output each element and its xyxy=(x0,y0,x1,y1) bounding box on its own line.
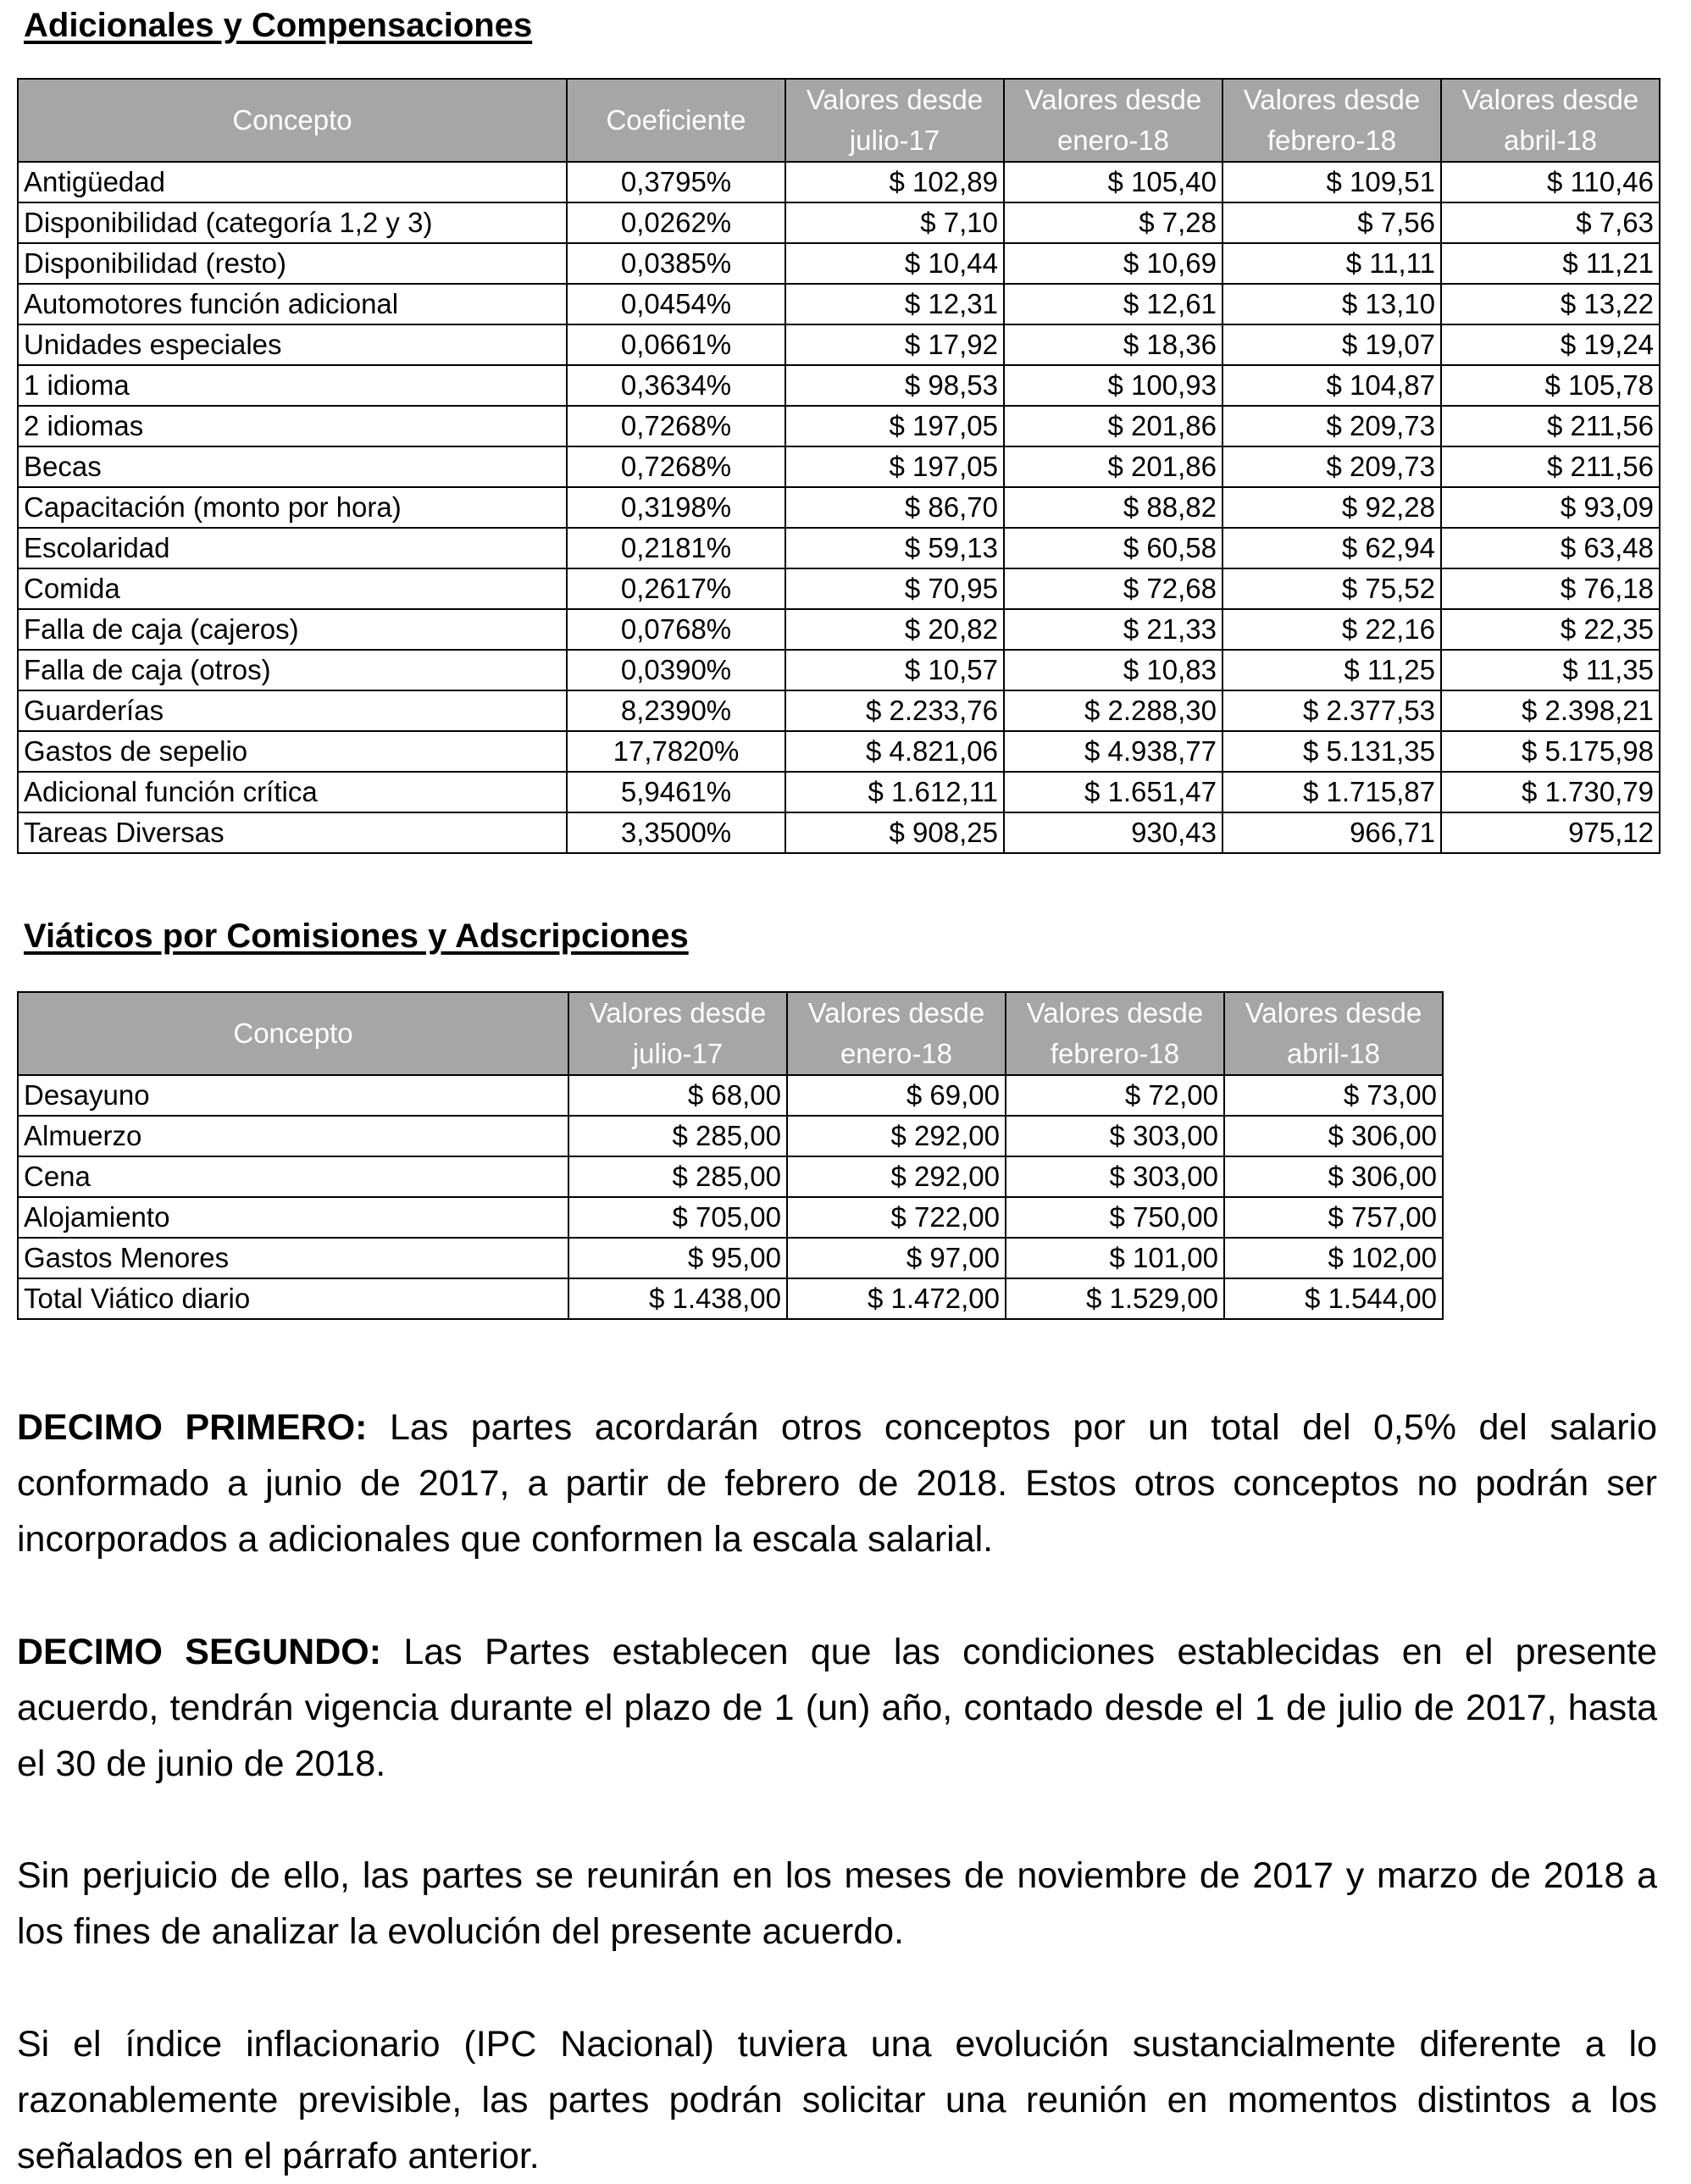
row-value-cell: $ 292,00 xyxy=(787,1116,1006,1156)
row-value-cell: $ 72,00 xyxy=(1006,1075,1224,1116)
row-value-cell: $ 285,00 xyxy=(568,1116,787,1156)
row-value-cell: 8,2390% xyxy=(567,690,785,731)
row-value-cell: $ 10,57 xyxy=(785,650,1004,690)
viaticos-table-body xyxy=(18,1075,1443,1319)
row-value-cell: $ 63,48 xyxy=(1441,528,1660,568)
paragraph-indice-inflacionario: Si el índice inflacionario (IPC Nacional) tuviera una evolución sustancialmente diferente a lo razonablemente previsible, las partes podrán solicitar una reunión en momentos distintos a los señalados en el párrafo anterior. xyxy=(17,2024,1657,2176)
row-value-cell: 0,0454% xyxy=(567,284,785,324)
row-value-cell: $ 60,58 xyxy=(1004,528,1223,568)
row-value-cell: $ 209,73 xyxy=(1223,406,1441,446)
row-value-cell: $ 705,00 xyxy=(568,1197,787,1238)
row-value-cell: $ 2.233,76 xyxy=(785,690,1004,731)
row-value-cell: $ 88,82 xyxy=(1004,487,1223,528)
row-value-cell: 0,7268% xyxy=(567,406,785,446)
row-value-cell: $ 211,56 xyxy=(1441,446,1660,487)
row-value-cell: $ 12,61 xyxy=(1004,284,1223,324)
row-value-cell: $ 7,63 xyxy=(1441,202,1660,243)
row-value-cell: $ 2.398,21 xyxy=(1441,690,1660,731)
row-value-cell: $ 22,16 xyxy=(1223,609,1441,650)
row-value-cell: $ 211,56 xyxy=(1441,406,1660,446)
header-julio-17: Valores desde julio-17 xyxy=(568,992,787,1075)
row-value-cell: $ 98,53 xyxy=(785,365,1004,406)
row-value-cell: $ 750,00 xyxy=(1006,1197,1224,1238)
row-value-cell: 3,3500% xyxy=(567,812,785,853)
row-concepto-cell: Total Viático diario xyxy=(18,1278,568,1319)
row-value-cell: $ 104,87 xyxy=(1223,365,1441,406)
header-enero-18: Valores desde enero-18 xyxy=(1004,79,1223,162)
table-row xyxy=(18,1075,1443,1116)
row-value-cell: $ 105,40 xyxy=(1004,162,1223,202)
row-value-cell: $ 1.612,11 xyxy=(785,772,1004,812)
row-concepto-cell: Unidades especiales xyxy=(18,324,567,365)
row-concepto-cell: Gastos Menores xyxy=(18,1238,568,1278)
row-value-cell: $ 75,52 xyxy=(1223,568,1441,609)
row-concepto-cell: Escolaridad xyxy=(18,528,567,568)
row-value-cell: $ 109,51 xyxy=(1223,162,1441,202)
row-value-cell: $ 11,21 xyxy=(1441,243,1660,284)
row-value-cell: $ 201,86 xyxy=(1004,406,1223,446)
row-value-cell: $ 4.821,06 xyxy=(785,731,1004,772)
row-value-cell: 966,71 xyxy=(1223,812,1441,853)
header-febrero-18: Valores desde febrero-18 xyxy=(1006,992,1224,1075)
row-concepto-cell: Gastos de sepelio xyxy=(18,731,567,772)
row-value-cell: $ 1.438,00 xyxy=(568,1278,787,1319)
row-value-cell: $ 20,82 xyxy=(785,609,1004,650)
paragraph-decimo-segundo xyxy=(17,1624,1657,1792)
row-value-cell: $ 93,09 xyxy=(1441,487,1660,528)
row-value-cell: $ 19,07 xyxy=(1223,324,1441,365)
row-value-cell: 0,2181% xyxy=(567,528,785,568)
table-row xyxy=(18,202,1660,243)
row-concepto-cell: Falla de caja (otros) xyxy=(18,650,567,690)
row-value-cell: $ 92,28 xyxy=(1223,487,1441,528)
row-value-cell: $ 7,56 xyxy=(1223,202,1441,243)
row-value-cell: $ 10,44 xyxy=(785,243,1004,284)
row-value-cell: $ 70,95 xyxy=(785,568,1004,609)
row-concepto-cell: 1 idioma xyxy=(18,365,567,406)
section-title-adicionales: Adicionales y Compensaciones xyxy=(24,7,533,44)
table-row xyxy=(18,1116,1443,1156)
row-value-cell: $ 5.175,98 xyxy=(1441,731,1660,772)
row-value-cell: $ 306,00 xyxy=(1224,1116,1443,1156)
paragraph-text: Las partes acordarán otros conceptos por un total del 0,5% del salario conformado a junio de 2017, a partir de febrero de 2018. Estos otros conceptos no podrán ser incorporados a adicionales que conformen la escala salarial. xyxy=(17,1407,1657,1560)
header-febrero-18: Valores desde febrero-18 xyxy=(1223,79,1441,162)
row-value-cell: $ 757,00 xyxy=(1224,1197,1443,1238)
row-value-cell: 0,3795% xyxy=(567,162,785,202)
row-concepto-cell: Guarderías xyxy=(18,690,567,731)
table-row xyxy=(18,1156,1443,1197)
row-concepto-cell: Automotores función adicional xyxy=(18,284,567,324)
table-row xyxy=(18,284,1660,324)
row-value-cell: $ 19,24 xyxy=(1441,324,1660,365)
table-row xyxy=(18,446,1660,487)
adicionales-table-body xyxy=(18,162,1660,853)
adicionales-table xyxy=(17,78,1661,854)
row-value-cell: $ 100,93 xyxy=(1004,365,1223,406)
row-value-cell: $ 2.288,30 xyxy=(1004,690,1223,731)
row-value-cell: $ 197,05 xyxy=(785,446,1004,487)
row-value-cell: $ 69,00 xyxy=(787,1075,1006,1116)
table-row xyxy=(18,1238,1443,1278)
table-row xyxy=(18,731,1660,772)
row-value-cell: $ 62,94 xyxy=(1223,528,1441,568)
row-value-cell: $ 110,46 xyxy=(1441,162,1660,202)
row-value-cell: $ 7,28 xyxy=(1004,202,1223,243)
row-value-cell: 0,0262% xyxy=(567,202,785,243)
table-row xyxy=(18,650,1660,690)
table-row xyxy=(18,609,1660,650)
paragraph-label: DECIMO SEGUNDO: xyxy=(17,1632,382,1672)
row-value-cell: 0,7268% xyxy=(567,446,785,487)
paragraph-label: DECIMO PRIMERO: xyxy=(17,1407,368,1448)
table-row xyxy=(18,324,1660,365)
paragraph-sin-perjuicio: Sin perjuicio de ello, las partes se reunirán en los meses de noviembre de 2017 y marzo de 2018 a los fines de analizar la evolución del presente acuerdo. xyxy=(17,1855,1657,1952)
header-enero-18: Valores desde enero-18 xyxy=(787,992,1006,1075)
row-value-cell: $ 7,10 xyxy=(785,202,1004,243)
table-row xyxy=(18,365,1660,406)
row-concepto-cell: Comida xyxy=(18,568,567,609)
header-abril-18: Valores desde abril-18 xyxy=(1441,79,1660,162)
row-concepto-cell: Desayuno xyxy=(18,1075,568,1116)
table-row xyxy=(18,690,1660,731)
row-value-cell: $ 10,83 xyxy=(1004,650,1223,690)
header-coeficiente: Coeficiente xyxy=(567,79,785,162)
row-concepto-cell: Becas xyxy=(18,446,567,487)
row-concepto-cell: Disponibilidad (categoría 1,2 y 3) xyxy=(18,202,567,243)
header-concepto: Concepto xyxy=(18,992,568,1075)
row-value-cell: $ 95,00 xyxy=(568,1238,787,1278)
row-value-cell: $ 2.377,53 xyxy=(1223,690,1441,731)
row-value-cell: $ 17,92 xyxy=(785,324,1004,365)
paragraph-decimo-primero xyxy=(17,1400,1657,1567)
row-concepto-cell: Adicional función crítica xyxy=(18,772,567,812)
row-value-cell: $ 97,00 xyxy=(787,1238,1006,1278)
row-value-cell: 930,43 xyxy=(1004,812,1223,853)
row-value-cell: $ 13,10 xyxy=(1223,284,1441,324)
table-row xyxy=(18,1278,1443,1319)
row-value-cell: $ 11,35 xyxy=(1441,650,1660,690)
table-row xyxy=(18,528,1660,568)
row-value-cell: $ 86,70 xyxy=(785,487,1004,528)
row-value-cell: $ 22,35 xyxy=(1441,609,1660,650)
row-value-cell: 0,0385% xyxy=(567,243,785,284)
table-header-row xyxy=(18,992,1443,1075)
row-concepto-cell: Almuerzo xyxy=(18,1116,568,1156)
table-row xyxy=(18,772,1660,812)
row-value-cell: $ 306,00 xyxy=(1224,1156,1443,1197)
row-value-cell: $ 102,00 xyxy=(1224,1238,1443,1278)
row-value-cell: $ 1.715,87 xyxy=(1223,772,1441,812)
section-title-viaticos: Viáticos por Comisiones y Adscripciones xyxy=(24,917,689,955)
row-value-cell: $ 76,18 xyxy=(1441,568,1660,609)
row-value-cell: 0,3634% xyxy=(567,365,785,406)
row-value-cell: 0,0661% xyxy=(567,324,785,365)
row-value-cell: $ 303,00 xyxy=(1006,1156,1224,1197)
row-value-cell: $ 1.472,00 xyxy=(787,1278,1006,1319)
row-value-cell: $ 1.651,47 xyxy=(1004,772,1223,812)
row-value-cell: 5,9461% xyxy=(567,772,785,812)
viaticos-table xyxy=(17,991,1444,1320)
row-value-cell: $ 10,69 xyxy=(1004,243,1223,284)
row-value-cell: 975,12 xyxy=(1441,812,1660,853)
row-concepto-cell: Alojamiento xyxy=(18,1197,568,1238)
row-value-cell: $ 908,25 xyxy=(785,812,1004,853)
row-value-cell: 17,7820% xyxy=(567,731,785,772)
table-row xyxy=(18,812,1660,853)
row-value-cell: $ 197,05 xyxy=(785,406,1004,446)
row-value-cell: $ 68,00 xyxy=(568,1075,787,1116)
paragraph-text: Las Partes establecen que las condiciones establecidas en el presente acuerdo, tendrán vigencia durante el plazo de 1 (un) año, contado desde el 1 de julio de 2017, hasta el 30 de junio de 2018. xyxy=(17,1632,1657,1784)
row-value-cell: $ 11,25 xyxy=(1223,650,1441,690)
row-value-cell: $ 59,13 xyxy=(785,528,1004,568)
row-value-cell: 0,0390% xyxy=(567,650,785,690)
table-row xyxy=(18,487,1660,528)
row-concepto-cell: Tareas Diversas xyxy=(18,812,567,853)
table-row xyxy=(18,162,1660,202)
table-row xyxy=(18,243,1660,284)
row-value-cell: $ 18,36 xyxy=(1004,324,1223,365)
row-value-cell: $ 1.544,00 xyxy=(1224,1278,1443,1319)
row-value-cell: $ 101,00 xyxy=(1006,1238,1224,1278)
table-row xyxy=(18,1197,1443,1238)
row-concepto-cell: Cena xyxy=(18,1156,568,1197)
row-value-cell: $ 1.529,00 xyxy=(1006,1278,1224,1319)
row-value-cell: $ 201,86 xyxy=(1004,446,1223,487)
row-value-cell: $ 12,31 xyxy=(785,284,1004,324)
row-value-cell: $ 722,00 xyxy=(787,1197,1006,1238)
row-value-cell: 0,0768% xyxy=(567,609,785,650)
row-concepto-cell: 2 idiomas xyxy=(18,406,567,446)
row-value-cell: $ 4.938,77 xyxy=(1004,731,1223,772)
row-value-cell: $ 292,00 xyxy=(787,1156,1006,1197)
row-value-cell: 0,3198% xyxy=(567,487,785,528)
row-value-cell: $ 1.730,79 xyxy=(1441,772,1660,812)
row-value-cell: $ 303,00 xyxy=(1006,1116,1224,1156)
row-value-cell: $ 105,78 xyxy=(1441,365,1660,406)
row-value-cell: $ 11,11 xyxy=(1223,243,1441,284)
table-header-row xyxy=(18,79,1660,162)
row-concepto-cell: Antigüedad xyxy=(18,162,567,202)
row-value-cell: $ 285,00 xyxy=(568,1156,787,1197)
header-abril-18: Valores desde abril-18 xyxy=(1224,992,1443,1075)
row-value-cell: $ 72,68 xyxy=(1004,568,1223,609)
row-value-cell: $ 102,89 xyxy=(785,162,1004,202)
row-value-cell: $ 21,33 xyxy=(1004,609,1223,650)
header-julio-17: Valores desde julio-17 xyxy=(785,79,1004,162)
row-concepto-cell: Capacitación (monto por hora) xyxy=(18,487,567,528)
row-concepto-cell: Falla de caja (cajeros) xyxy=(18,609,567,650)
row-value-cell: $ 73,00 xyxy=(1224,1075,1443,1116)
row-value-cell: $ 209,73 xyxy=(1223,446,1441,487)
row-value-cell: $ 13,22 xyxy=(1441,284,1660,324)
table-row xyxy=(18,406,1660,446)
row-concepto-cell: Disponibilidad (resto) xyxy=(18,243,567,284)
row-value-cell: 0,2617% xyxy=(567,568,785,609)
table-row xyxy=(18,568,1660,609)
header-concepto: Concepto xyxy=(18,79,567,162)
row-value-cell: $ 5.131,35 xyxy=(1223,731,1441,772)
